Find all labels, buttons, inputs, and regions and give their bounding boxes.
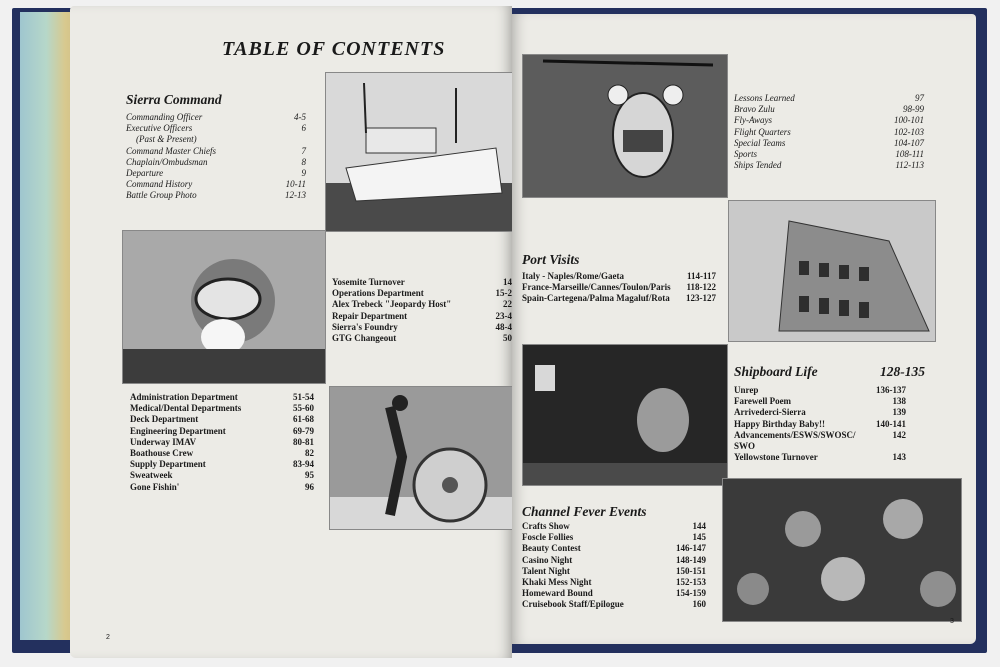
toc-entry-page: 160 <box>692 599 706 610</box>
toc-entry-label: Talent Night <box>522 565 570 576</box>
toc-entry-label: Administration Department <box>130 392 238 402</box>
toc-entry-page: 138 <box>892 396 906 407</box>
sierra-command-title: Sierra Command <box>126 92 222 107</box>
toc-entry-page: 143 <box>892 452 906 463</box>
toc-entry-page: 69-79 <box>293 425 314 436</box>
toc-entry-label: Advancements/ESWS/SWOSC/ <box>734 429 856 440</box>
toc-entry-label: Boathouse Crew <box>130 448 194 459</box>
sierra-command-list <box>126 112 306 202</box>
toc-entry-page: 22 <box>503 299 512 310</box>
toc-entry-label: Command Master Chiefs <box>126 145 216 156</box>
toc-entry-label: Spain-Cartegena/Palma Magaluf/Rota <box>522 293 670 304</box>
toc-entry <box>130 470 314 481</box>
toc-entry <box>126 168 306 179</box>
toc-entry-page: 150-151 <box>676 565 706 576</box>
port-visits-title: Port Visits <box>522 252 580 267</box>
toc-entry-label: Medical/Dental Departments <box>130 403 242 414</box>
shipboard-life-title: Shipboard Life <box>734 364 818 379</box>
toc-entry-page: 7 <box>301 145 306 156</box>
toc-entry <box>126 179 306 190</box>
toc-entry <box>734 104 924 115</box>
toc-entry-label: Sweatweek <box>130 470 173 481</box>
toc-entry <box>522 521 706 532</box>
toc-entry-page: 112-113 <box>895 160 924 171</box>
toc-entry-label: Arrivederci-Sierra <box>734 407 806 418</box>
toc-entry-label: Supply Department <box>130 459 206 470</box>
shipboard-life-pages: 128-135 <box>880 364 925 379</box>
toc-entry <box>522 555 706 566</box>
toc-entry <box>734 407 906 418</box>
toc-entry <box>522 566 706 577</box>
toc-entry-page: 55-60 <box>293 403 314 414</box>
left-page <box>70 6 512 658</box>
toc-entry-page: 61-68 <box>293 414 314 425</box>
toc-entry-page: 80-81 <box>293 436 314 447</box>
toc-entry <box>332 299 512 310</box>
toc-entry <box>734 419 906 430</box>
toc-entry <box>522 532 706 543</box>
toc-entry-page: 98-99 <box>903 104 924 115</box>
departments-list <box>130 392 314 493</box>
toc-entry-page: 51-54 <box>293 392 314 402</box>
toc-entry-label: Executive Officers <box>126 123 193 134</box>
toc-entry-page: 152-153 <box>676 577 706 588</box>
toc-entry <box>332 277 512 288</box>
toc-entry <box>734 452 906 463</box>
toc-entry-label: Crafts Show <box>522 521 570 531</box>
shipboard-life-list <box>734 385 906 463</box>
toc-entry <box>126 123 306 134</box>
toc-entry-page: 154-159 <box>676 588 706 599</box>
toc-entry-label: Ships Tended <box>734 160 782 171</box>
toc-entry-label: Operations Department <box>332 288 424 299</box>
toc-entry-page: 14 <box>503 277 512 287</box>
middle-section-list <box>332 277 512 344</box>
toc-entry <box>332 288 512 299</box>
toc-entry-label: GTG Changeout <box>332 333 397 344</box>
toc-entry-label: Deck Department <box>130 414 199 425</box>
helicopter-photo <box>522 54 728 198</box>
toc-entry-page: 95 <box>305 470 314 481</box>
toc-entry-label: Sports <box>734 149 758 160</box>
toc-entry-label: Engineering Department <box>130 425 226 436</box>
toc-entry-page: 48-4 <box>495 321 512 332</box>
toc-entry-page: 6 <box>301 123 306 134</box>
toc-entry <box>332 311 512 322</box>
toc-entry-page: 118-122 <box>686 282 716 293</box>
toc-entry-label: Farewell Poem <box>734 396 792 407</box>
toc-entry <box>522 543 706 554</box>
toc-entry <box>126 146 306 157</box>
toc-entry <box>126 190 306 201</box>
toc-entry <box>734 115 924 126</box>
left-page-number: 2 <box>106 634 110 641</box>
toc-entry <box>130 403 314 414</box>
toc-entry-label: Battle Group Photo <box>126 190 197 201</box>
toc-entry-page: 50 <box>503 333 512 344</box>
toc-entry-page: 97 <box>915 93 924 103</box>
toc-entry-page: 148-149 <box>676 554 706 565</box>
toc-entry-page: 10-11 <box>285 179 306 190</box>
toc-entry-label: Yosemite Turnover <box>332 277 405 287</box>
toc-entry-label: Commanding Officer <box>126 112 203 122</box>
toc-entry-page: 123-127 <box>686 293 716 304</box>
toc-entry-label: Khaki Mess Night <box>522 577 592 588</box>
toc-entry <box>734 441 906 452</box>
lessons-list <box>734 93 924 171</box>
ship-photo <box>325 72 513 232</box>
toc-entry-label: Foscle Follies <box>522 532 574 543</box>
toc-entry <box>522 588 706 599</box>
port-visits-list <box>522 271 716 305</box>
toc-entry <box>130 448 314 459</box>
toc-entry-label: Underway IMAV <box>130 436 197 447</box>
toc-title: TABLE OF CONTENTS <box>222 38 446 60</box>
toc-entry-page: 4-5 <box>294 112 306 122</box>
toc-entry-label: Bravo Zulu <box>734 104 775 115</box>
toc-entry <box>734 396 906 407</box>
toc-entry <box>130 392 314 403</box>
toc-entry-label: Departure <box>126 168 164 179</box>
toc-entry-label: Command History <box>126 179 193 190</box>
right-page-number: 3 <box>950 618 954 625</box>
toc-entry-page: 82 <box>305 448 314 459</box>
toc-entry <box>522 599 706 610</box>
toc-entry <box>522 577 706 588</box>
toc-entry <box>130 459 314 470</box>
toc-entry <box>734 385 906 396</box>
toc-entry-label: SWO <box>734 441 756 452</box>
toc-entry-label: Yellowstone Turnover <box>734 452 818 463</box>
toc-entry-page: 8 <box>301 156 306 167</box>
right-page <box>512 14 976 644</box>
toc-entry <box>734 430 906 441</box>
toc-entry <box>126 112 306 123</box>
toc-entry-page: 108-111 <box>895 149 924 160</box>
toc-entry <box>522 282 716 293</box>
toc-entry <box>126 157 306 168</box>
channel-fever-title: Channel Fever Events <box>522 504 647 519</box>
toc-entry <box>126 134 306 145</box>
toc-entry <box>130 414 314 425</box>
toc-entry-label: Cruisebook Staff/Epilogue <box>522 599 624 610</box>
toc-entry <box>734 93 924 104</box>
toc-entry-page: 23-4 <box>495 310 512 321</box>
toc-entry-page: 104-107 <box>894 137 924 148</box>
toc-entry-page: 139 <box>892 407 906 418</box>
toc-entry-page: 136-137 <box>876 385 906 395</box>
sailor-portrait-photo <box>522 344 728 486</box>
toc-entry <box>130 437 314 448</box>
toc-entry-label: Special Teams <box>734 137 786 148</box>
toc-entry-label: Italy - Naples/Rome/Gaeta <box>522 271 624 281</box>
worker-mask-photo <box>122 230 326 384</box>
toc-entry-page: 102-103 <box>894 126 924 137</box>
toc-entry-label: Gone Fishin' <box>130 481 180 492</box>
colosseum-photo <box>728 200 936 342</box>
toc-entry-label: Beauty Contest <box>522 543 581 554</box>
toc-entry-page: 12-13 <box>285 190 306 201</box>
toc-entry-page: 100-101 <box>894 115 924 126</box>
toc-entry-label: Flight Quarters <box>734 126 791 137</box>
toc-entry-page: 15-2 <box>495 288 512 299</box>
toc-entry-label: Repair Department <box>332 310 408 321</box>
toc-entry-page: 145 <box>692 532 706 543</box>
toc-entry <box>332 333 512 344</box>
toc-entry <box>130 426 314 437</box>
toc-entry-label: (Past & Present) <box>136 134 197 145</box>
toc-entry-page: 96 <box>305 481 314 492</box>
toc-entry <box>734 149 924 160</box>
crew-crowd-photo <box>722 478 962 622</box>
toc-entry-page: 146-147 <box>676 543 706 554</box>
toc-entry-page: 114-117 <box>686 271 716 281</box>
toc-entry-label: Chaplain/Ombudsman <box>126 156 208 167</box>
toc-entry-page: 144 <box>692 521 706 531</box>
toc-entry-label: Fly-Aways <box>734 115 772 126</box>
toc-entry-label: Sierra's Foundry <box>332 321 398 332</box>
toc-entry-label: France-Marseille/Cannes/Toulon/Paris <box>522 282 671 293</box>
toc-entry-label: Homeward Bound <box>522 588 593 599</box>
toc-entry-label: Happy Birthday Baby!! <box>734 418 826 429</box>
toc-entry-page: 83-94 <box>293 459 314 470</box>
toc-entry-label: Unrep <box>734 385 759 395</box>
toc-entry <box>332 322 512 333</box>
toc-entry-label: Casino Night <box>522 554 573 565</box>
channel-fever-list <box>522 521 706 611</box>
toc-entry-page: 142 <box>892 429 906 440</box>
toc-entry <box>734 127 924 138</box>
toc-entry <box>522 293 716 304</box>
toc-entry-page: 9 <box>301 168 306 179</box>
toc-entry <box>130 482 314 493</box>
toc-entry <box>734 160 924 171</box>
toc-entry <box>734 138 924 149</box>
toc-entry-label: Lessons Learned <box>734 93 795 103</box>
cable-reel-photo <box>329 386 513 530</box>
toc-entry-label: Alex Trebeck "Jeopardy Host" <box>332 299 452 310</box>
toc-entry-page: 140-141 <box>876 418 906 429</box>
toc-entry <box>522 271 716 282</box>
